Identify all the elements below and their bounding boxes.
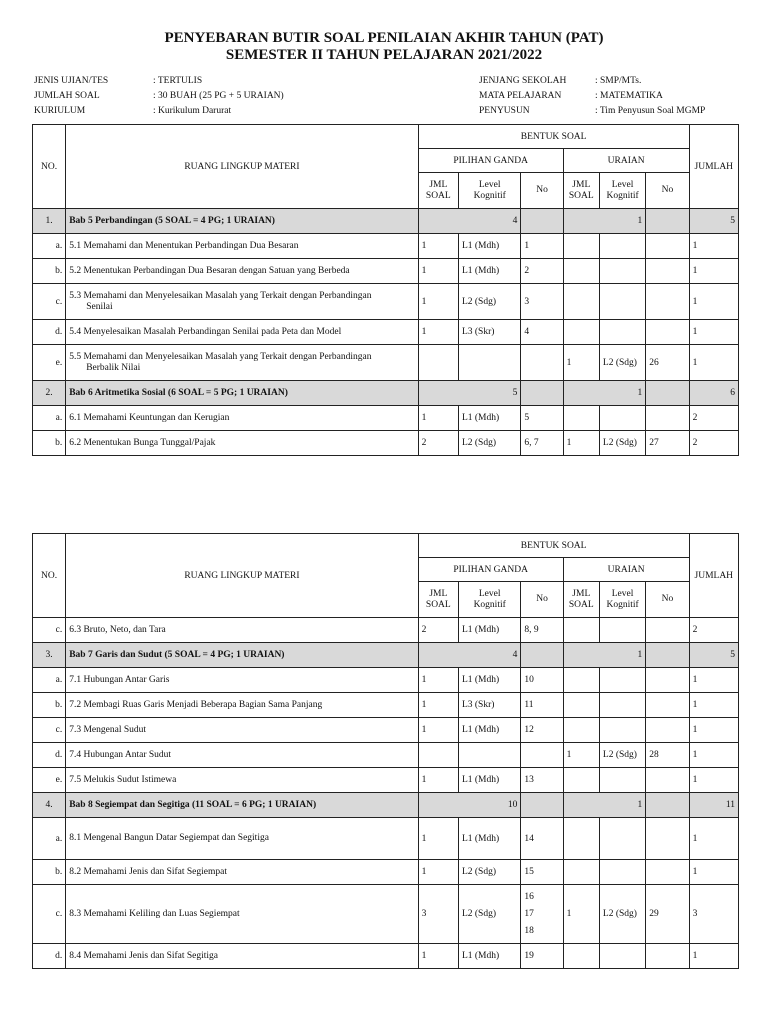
row-total: 2	[689, 406, 738, 431]
uraian-soal-count: 1	[563, 345, 599, 381]
topic-row	[33, 818, 739, 860]
pg-soal-count: 3	[418, 885, 458, 944]
pg-soal-count: 2	[418, 618, 458, 643]
uraian-soal-count: 1	[563, 431, 599, 456]
uraian-soal-count: 1	[563, 209, 646, 234]
materi-text-cont: Senilai	[86, 301, 113, 312]
row-total: 1	[689, 693, 738, 718]
uraian-level-kognitif	[599, 234, 645, 259]
topic-row	[33, 885, 739, 944]
uraian-question-number	[646, 618, 689, 643]
pg-soal-count: 4	[418, 643, 521, 668]
materi-cell	[66, 693, 418, 718]
topic-row	[33, 718, 739, 743]
chapter-title: Bab 5 Perbandingan (5 SOAL = 4 PG; 1 URAIAN)	[66, 209, 418, 234]
uraian-question-number	[646, 406, 689, 431]
row-total: 6	[689, 381, 738, 406]
pg-no-header: No	[521, 582, 563, 618]
row-total: 2	[689, 431, 738, 456]
col-header-no: NO.	[33, 125, 66, 209]
pg-jml-soal-header: JML SOAL	[418, 173, 458, 209]
uraian-soal-count	[563, 693, 599, 718]
row-total: 1	[689, 284, 738, 320]
pg-question-number: 10	[521, 668, 563, 693]
pg-level-kognitif: L1 (Mdh)	[458, 234, 520, 259]
pg-soal-count: 1	[418, 693, 458, 718]
uraian-no-header: No	[646, 582, 689, 618]
col-header-jumlah: JUMLAH	[689, 534, 738, 618]
uraian-question-number	[646, 668, 689, 693]
uraian-soal-count	[563, 944, 599, 969]
materi-text: 8.2 Memahami Jenis dan Sifat Segiempat	[69, 866, 227, 877]
uraian-soal-count	[563, 818, 599, 860]
materi-text: 5.1 Memahami dan Menentukan Perbandingan Dua Besaran	[69, 240, 299, 251]
row-total: 3	[689, 885, 738, 944]
pg-level-kognitif: L1 (Mdh)	[458, 818, 520, 860]
row-total: 1	[689, 320, 738, 345]
materi-text: 6.2 Menentukan Bunga Tunggal/Pajak	[69, 437, 216, 448]
pg-no-header: No	[521, 173, 563, 209]
distribution-table-1	[32, 124, 739, 456]
row-letter: b.	[33, 259, 66, 284]
uraian-soal-count	[563, 768, 599, 793]
meta-row	[34, 74, 284, 89]
uraian-question-number	[646, 718, 689, 743]
topic-row	[33, 768, 739, 793]
uraian-level-kognitif	[599, 259, 645, 284]
uraian-level-kognitif	[599, 618, 645, 643]
materi-text: 6.3 Bruto, Neto, dan Tara	[69, 624, 166, 635]
pg-soal-count: 1	[418, 818, 458, 860]
pg-question-number: 1	[521, 234, 563, 259]
materi-cell	[66, 860, 418, 885]
pg-level-kognitif: L1 (Mdh)	[458, 718, 520, 743]
materi-cell	[66, 885, 418, 944]
materi-text: 6.1 Memahami Keuntungan dan Kerugian	[69, 412, 230, 423]
uraian-level-kognitif: L2 (Sdg)	[599, 743, 645, 768]
row-letter: b.	[33, 431, 66, 456]
materi-text: 5.2 Menentukan Perbandingan Dua Besaran dengan Satuan yang Berbeda	[69, 265, 350, 276]
uraian-question-number	[646, 818, 689, 860]
pg-no-cell	[521, 381, 563, 406]
pg-soal-count: 1	[418, 668, 458, 693]
pg-question-number	[521, 345, 563, 381]
pg-question-numbers	[521, 885, 563, 944]
pg-soal-count: 1	[418, 284, 458, 320]
pg-soal-count: 1	[418, 944, 458, 969]
row-total: 1	[689, 234, 738, 259]
uraian-soal-count: 1	[563, 743, 599, 768]
materi-text: 7.4 Hubungan Antar Sudut	[69, 749, 172, 760]
col-header-materi: RUANG LINGKUP MATERI	[66, 534, 418, 618]
materi-text: 7.3 Mengenal Sudut	[69, 724, 147, 735]
meta-label: JENJANG SEKOLAH	[479, 76, 567, 86]
pg-soal-count: 10	[418, 793, 521, 818]
pg-level-kognitif: L2 (Sdg)	[458, 860, 520, 885]
header-row	[33, 534, 739, 558]
materi-cell	[66, 618, 418, 643]
uraian-soal-count	[563, 259, 599, 284]
materi-text: 8.4 Memahami Jenis dan Sifat Segitiga	[69, 950, 219, 961]
materi-cell	[66, 320, 418, 345]
uraian-level-kognitif	[599, 693, 645, 718]
topic-row	[33, 743, 739, 768]
chapter-row	[33, 381, 739, 406]
pg-level-kognitif: L2 (Sdg)	[458, 284, 520, 320]
materi-cell	[66, 668, 418, 693]
row-letter: a.	[33, 818, 66, 860]
meta-row	[479, 74, 705, 89]
materi-text: 7.1 Hubungan Antar Garis	[69, 674, 170, 685]
pg-question-number: 11	[521, 693, 563, 718]
pg-level-kognitif: L1 (Mdh)	[458, 668, 520, 693]
materi-cell	[66, 743, 418, 768]
row-letter: c.	[33, 718, 66, 743]
topic-row	[33, 693, 739, 718]
pg-soal-count: 1	[418, 406, 458, 431]
uraian-level-kognitif: L2 (Sdg)	[599, 431, 645, 456]
materi-text: 7.2 Membagi Ruas Garis Menjadi Beberapa Bagian Sama Panjang	[69, 699, 323, 710]
uraian-no-cell	[646, 209, 689, 234]
pg-level-kognitif-header: Level Kognitif	[458, 582, 520, 618]
meta-row	[34, 89, 284, 104]
pg-question-number: 5	[521, 406, 563, 431]
row-total: 1	[689, 668, 738, 693]
pg-question-number	[521, 743, 563, 768]
uraian-soal-count	[563, 860, 599, 885]
pg-soal-count	[418, 345, 458, 381]
row-letter: d.	[33, 743, 66, 768]
uraian-question-number	[646, 860, 689, 885]
uraian-level-kognitif: L2 (Sdg)	[599, 885, 645, 944]
pg-level-kognitif: L1 (Mdh)	[458, 259, 520, 284]
topic-row	[33, 860, 739, 885]
pg-level-kognitif: L1 (Mdh)	[458, 768, 520, 793]
pg-question-number: 13	[521, 768, 563, 793]
uraian-question-number	[646, 259, 689, 284]
pg-soal-count: 1	[418, 234, 458, 259]
uraian-jml-soal-header: JML SOAL	[563, 582, 599, 618]
materi-cell	[66, 284, 418, 320]
row-total: 1	[689, 718, 738, 743]
pg-level-kognitif	[458, 743, 520, 768]
uraian-soal-count: 1	[563, 793, 646, 818]
materi-cell	[66, 944, 418, 969]
uraian-jml-soal-header: JML SOAL	[563, 173, 599, 209]
uraian-level-kognitif	[599, 768, 645, 793]
topic-row	[33, 259, 739, 284]
col-header-pilihan-ganda: PILIHAN GANDA	[418, 558, 563, 582]
meta-value: : 30 BUAH (25 PG + 5 URAIAN)	[153, 91, 284, 101]
row-total: 1	[689, 860, 738, 885]
row-total: 1	[689, 768, 738, 793]
chapter-title: Bab 6 Aritmetika Sosial (6 SOAL = 5 PG; 1 URAIAN)	[66, 381, 418, 406]
meta-label: KURIULUM	[34, 106, 86, 116]
row-number: 2.	[33, 381, 66, 406]
uraian-level-kognitif	[599, 668, 645, 693]
topic-row	[33, 431, 739, 456]
materi-cell	[66, 406, 418, 431]
pg-level-kognitif: L1 (Mdh)	[458, 618, 520, 643]
col-header-materi: RUANG LINGKUP MATERI	[66, 125, 418, 209]
pg-level-kognitif: L3 (Skr)	[458, 320, 520, 345]
chapter-row	[33, 209, 739, 234]
pg-soal-count: 1	[418, 768, 458, 793]
col-header-no: NO.	[33, 534, 66, 618]
meta-value: : SMP/MTs.	[595, 76, 642, 86]
meta-right	[479, 74, 705, 119]
row-letter: c.	[33, 618, 66, 643]
topic-row	[33, 345, 739, 381]
row-total: 1	[689, 259, 738, 284]
pg-question-number: 14	[521, 818, 563, 860]
meta-row	[479, 89, 705, 104]
chapter-row	[33, 643, 739, 668]
materi-cell	[66, 234, 418, 259]
topic-row	[33, 668, 739, 693]
materi-cell	[66, 431, 418, 456]
header-row	[33, 125, 739, 149]
uraian-soal-count	[563, 320, 599, 345]
topic-row	[33, 944, 739, 969]
chapter-title: Bab 7 Garis dan Sudut (5 SOAL = 4 PG; 1 URAIAN)	[66, 643, 418, 668]
pg-question-number: 8, 9	[521, 618, 563, 643]
row-letter: b.	[33, 860, 66, 885]
pg-level-kognitif	[458, 345, 520, 381]
row-total: 2	[689, 618, 738, 643]
uraian-question-number	[646, 234, 689, 259]
row-total: 1	[689, 743, 738, 768]
materi-text: 5.3 Memahami dan Menyelesaikan Masalah yang Terkait dengan Perbandingan	[69, 290, 372, 301]
uraian-soal-count	[563, 618, 599, 643]
meta-value: : TERTULIS	[153, 76, 203, 86]
pg-soal-count: 1	[418, 860, 458, 885]
uraian-question-number: 27	[646, 431, 689, 456]
row-letter: a.	[33, 406, 66, 431]
pg-no-cell	[521, 793, 563, 818]
meta-value: : Tim Penyusun Soal MGMP	[595, 106, 706, 116]
materi-text: 8.3 Memahami Keliling dan Luas Segiempat	[69, 908, 240, 919]
row-letter: d.	[33, 320, 66, 345]
pg-soal-count: 1	[418, 259, 458, 284]
pg-question-number: 16	[524, 891, 534, 902]
uraian-question-number	[646, 320, 689, 345]
uraian-level-kognitif	[599, 944, 645, 969]
col-header-uraian: URAIAN	[563, 149, 689, 173]
row-number: 1.	[33, 209, 66, 234]
uraian-level-kognitif	[599, 818, 645, 860]
uraian-level-kognitif	[599, 860, 645, 885]
uraian-soal-count	[563, 406, 599, 431]
uraian-question-number	[646, 944, 689, 969]
uraian-no-cell	[646, 381, 689, 406]
materi-text: 5.4 Menyelesaikan Masalah Perbandingan Senilai pada Peta dan Model	[69, 326, 342, 337]
pg-question-number: 17	[524, 908, 534, 919]
row-total: 5	[689, 209, 738, 234]
pg-level-kognitif: L1 (Mdh)	[458, 406, 520, 431]
pg-soal-count: 4	[418, 209, 521, 234]
col-header-bentuk-soal: BENTUK SOAL	[418, 125, 689, 149]
pg-question-number: 6, 7	[521, 431, 563, 456]
pg-question-number: 3	[521, 284, 563, 320]
pg-question-number: 2	[521, 259, 563, 284]
row-letter: d.	[33, 944, 66, 969]
col-header-bentuk-soal: BENTUK SOAL	[418, 534, 689, 558]
col-header-uraian: URAIAN	[563, 558, 689, 582]
uraian-level-kognitif-header: Level Kognitif	[599, 173, 645, 209]
meta-row	[34, 104, 284, 119]
chapter-row	[33, 793, 739, 818]
distribution-table-2	[32, 533, 739, 969]
row-total: 5	[689, 643, 738, 668]
uraian-level-kognitif	[599, 718, 645, 743]
meta-label: PENYUSUN	[479, 106, 530, 116]
pg-no-cell	[521, 209, 563, 234]
pg-no-cell	[521, 643, 563, 668]
uraian-level-kognitif	[599, 320, 645, 345]
chapter-title: Bab 8 Segiempat dan Segitiga (11 SOAL = 6 PG; 1 URAIAN)	[66, 793, 418, 818]
topic-row	[33, 234, 739, 259]
row-letter: e.	[33, 345, 66, 381]
uraian-question-number	[646, 284, 689, 320]
uraian-level-kognitif	[599, 284, 645, 320]
row-total: 1	[689, 345, 738, 381]
meta-value: : MATEMATIKA	[595, 91, 663, 101]
uraian-soal-count: 1	[563, 381, 646, 406]
pg-soal-count: 1	[418, 718, 458, 743]
uraian-soal-count	[563, 284, 599, 320]
uraian-no-cell	[646, 793, 689, 818]
materi-cell	[66, 345, 418, 381]
col-header-jumlah: JUMLAH	[689, 125, 738, 209]
pg-level-kognitif: L2 (Sdg)	[458, 431, 520, 456]
meta-value: : Kurikulum Darurat	[153, 106, 232, 116]
meta-label: JENIS UJIAN/TES	[34, 76, 109, 86]
row-letter: b.	[33, 693, 66, 718]
meta-label: MATA PELAJARAN	[479, 91, 562, 101]
pg-soal-count: 1	[418, 320, 458, 345]
row-letter: a.	[33, 234, 66, 259]
uraian-level-kognitif-header: Level Kognitif	[599, 582, 645, 618]
uraian-question-number: 28	[646, 743, 689, 768]
materi-cell	[66, 718, 418, 743]
uraian-level-kognitif	[599, 406, 645, 431]
col-header-pilihan-ganda: PILIHAN GANDA	[418, 149, 563, 173]
meta-left	[34, 74, 284, 119]
pg-soal-count	[418, 743, 458, 768]
meta-label: JUMLAH SOAL	[34, 91, 100, 101]
uraian-level-kognitif: L2 (Sdg)	[599, 345, 645, 381]
doc-title-line2: SEMESTER II TAHUN PELAJARAN 2021/2022	[225, 47, 543, 63]
uraian-soal-count	[563, 718, 599, 743]
materi-cell	[66, 768, 418, 793]
row-number: 3.	[33, 643, 66, 668]
uraian-no-header: No	[646, 173, 689, 209]
pg-level-kognitif-header: Level Kognitif	[458, 173, 520, 209]
row-total: 11	[689, 793, 738, 818]
row-total: 1	[689, 818, 738, 860]
row-number: 4.	[33, 793, 66, 818]
pg-question-number: 4	[521, 320, 563, 345]
topic-row	[33, 406, 739, 431]
uraian-question-number	[646, 693, 689, 718]
uraian-no-cell	[646, 643, 689, 668]
pg-jml-soal-header: JML SOAL	[418, 582, 458, 618]
pg-level-kognitif: L3 (Skr)	[458, 693, 520, 718]
uraian-soal-count: 1	[563, 643, 646, 668]
uraian-soal-count: 1	[563, 885, 599, 944]
materi-text: 8.1 Mengenal Bangun Datar Segiempat dan Segitiga	[69, 833, 269, 843]
pg-level-kognitif: L2 (Sdg)	[458, 885, 520, 944]
topic-row	[33, 320, 739, 345]
materi-text: 7.5 Melukis Sudut Istimewa	[69, 774, 177, 785]
row-letter: c.	[33, 284, 66, 320]
row-letter: e.	[33, 768, 66, 793]
materi-cell	[66, 259, 418, 284]
row-letter: c.	[33, 885, 66, 944]
pg-question-number: 12	[521, 718, 563, 743]
pg-level-kognitif: L1 (Mdh)	[458, 944, 520, 969]
uraian-soal-count	[563, 234, 599, 259]
materi-cell	[66, 818, 418, 860]
pg-question-number: 15	[521, 860, 563, 885]
topic-row	[33, 284, 739, 320]
materi-text: 5.5 Memahami dan Menyelesaikan Masalah yang Terkait dengan Perbandingan	[69, 351, 372, 362]
meta-row	[479, 104, 705, 119]
uraian-question-number: 26	[646, 345, 689, 381]
uraian-question-number	[646, 768, 689, 793]
uraian-soal-count	[563, 668, 599, 693]
pg-question-number: 18	[524, 925, 534, 936]
topic-row	[33, 618, 739, 643]
materi-text-cont: Berbalik Nilai	[86, 362, 141, 373]
row-total: 1	[689, 944, 738, 969]
pg-soal-count: 5	[418, 381, 521, 406]
pg-question-number: 19	[521, 944, 563, 969]
doc-title-line1: PENYEBARAN BUTIR SOAL PENILAIAN AKHIR TAHUN (PAT)	[164, 30, 604, 46]
uraian-question-number: 29	[646, 885, 689, 944]
pg-soal-count: 2	[418, 431, 458, 456]
row-letter: a.	[33, 668, 66, 693]
